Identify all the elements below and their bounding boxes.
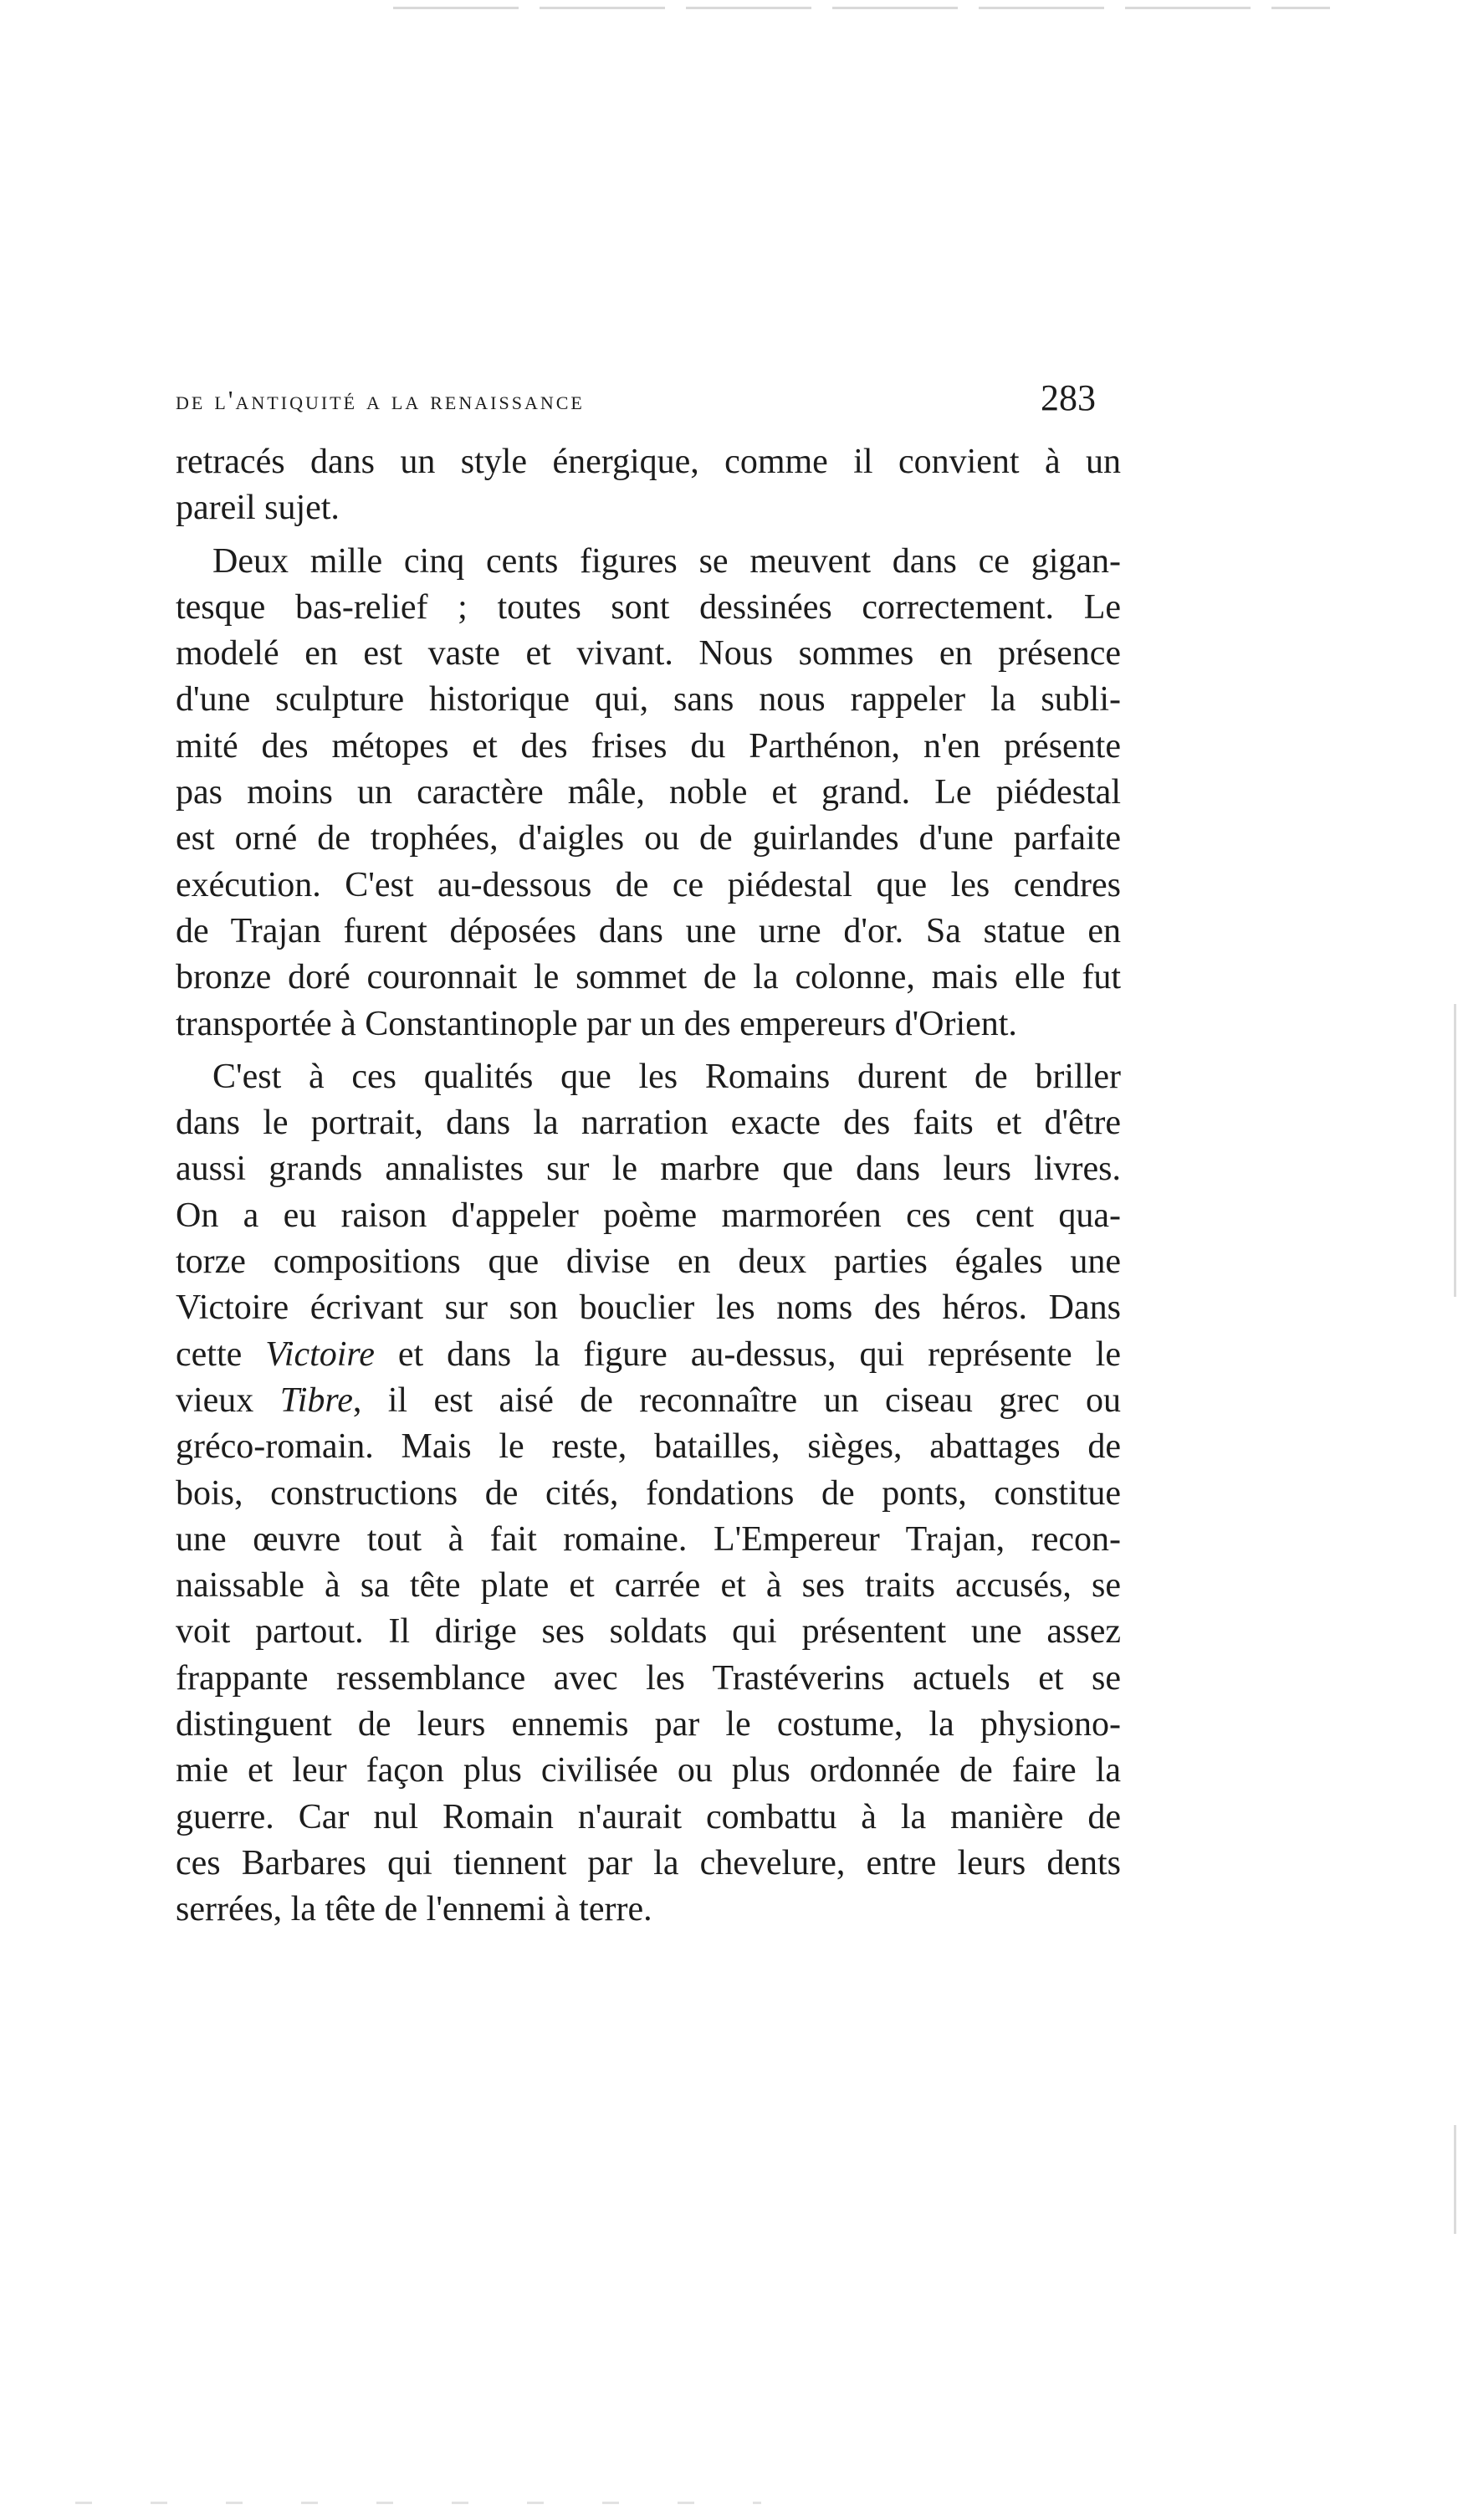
text-line: une œuvre tout à fait romaine. L'Empereur Trajan, recon-: [176, 1519, 1121, 1559]
text-line: distinguent de leurs ennemis par le costume, la physiono-: [176, 1705, 1121, 1744]
text-segment: vieux: [176, 1380, 280, 1420]
right-edge-mark: [1454, 1004, 1456, 1297]
paragraph-first-line: Deux mille cinq cents figures se meuvent dans ce gigan-: [212, 541, 1121, 581]
text-line: voit partout. Il dirige ses soldats qui présentent une assez: [176, 1612, 1121, 1652]
top-edge-rule: [393, 7, 1330, 9]
text-line: bois, constructions de cités, fondations de ponts, constitue: [176, 1473, 1121, 1513]
running-title: de l'antiquité a la renaissance: [176, 385, 585, 415]
running-head: [176, 376, 1146, 427]
paragraph-first-line: C'est à ces qualités que les Romains durent de briller: [212, 1057, 1121, 1096]
text-line: On a eu raison d'appeler poème marmoréen ces cent qua-: [176, 1196, 1121, 1235]
text-line: ces Barbares qui tiennent par la chevelure, entre leurs dents: [176, 1843, 1121, 1882]
text-line: modelé en est vaste et vivant. Nous sommes en présence: [176, 634, 1121, 674]
page-number: 283: [1041, 377, 1096, 418]
bottom-edge-rule: [75, 2502, 761, 2504]
text-line: dans le portrait, dans la narration exacte des faits et d'être: [176, 1104, 1121, 1143]
text-line: torze compositions que divise en deux parties égales une: [176, 1242, 1121, 1282]
text-line: pareil sujet.: [176, 489, 340, 528]
text-segment: cette: [176, 1334, 266, 1374]
italic-term: Tibre: [279, 1380, 353, 1420]
text-line: d'une sculpture historique qui, sans nous rappeler la subli-: [176, 680, 1121, 720]
right-edge-mark: [1454, 2125, 1456, 2234]
italic-term: Victoire: [265, 1334, 375, 1374]
text-line: mité des métopes et des frises du Parthénon, n'en présente: [176, 726, 1121, 766]
text-line: tesque bas-relief ; toutes sont dessinées correctement. Le: [176, 587, 1121, 627]
text-line: serrées, la tête de l'ennemi à terre.: [176, 1890, 652, 1929]
text-line-with-italic: [176, 1378, 1121, 1424]
text-line: est orné de trophées, d'aigles ou de guirlandes d'une parfaite: [176, 819, 1121, 858]
text-segment: et dans la figure au-dessus, qui représente le: [374, 1334, 1121, 1374]
text-line: Victoire écrivant sur son bouclier les noms des héros. Dans: [176, 1288, 1121, 1328]
text-line: mie et leur façon plus civilisée ou plus ordonnée de faire la: [176, 1751, 1121, 1790]
text-line: naissable à sa tête plate et carrée et à ses traits accusés, se: [176, 1566, 1121, 1606]
text-line: pas moins un caractère mâle, noble et grand. Le piédestal: [176, 773, 1121, 812]
text-line: transportée à Constantinople par un des empereurs d'Orient.: [176, 1004, 1017, 1043]
text-line: guerre. Car nul Romain n'aurait combattu à la manière de: [176, 1797, 1121, 1836]
text-line: de Trajan furent déposées dans une urne d'or. Sa statue en: [176, 911, 1121, 950]
text-segment: , il est aisé de reconnaître un ciseau grec ou: [352, 1380, 1121, 1420]
text-line: frappante ressemblance avec les Trastéverins actuels et se: [176, 1658, 1121, 1698]
text-line: exécution. C'est au-dessous de ce piédestal que les cendres: [176, 865, 1121, 904]
body-text: [176, 439, 1121, 1934]
text-line: retracés dans un style énergique, comme il convient à un: [176, 443, 1121, 481]
text-line: bronze doré couronnait le sommet de la colonne, mais elle fut: [176, 958, 1121, 997]
text-line: aussi grands annalistes sur le marbre que dans leurs livres.: [176, 1150, 1121, 1189]
text-line-with-italic: [176, 1332, 1121, 1378]
text-line: gréco-romain. Mais le reste, batailles, sièges, abattages de: [176, 1427, 1121, 1467]
